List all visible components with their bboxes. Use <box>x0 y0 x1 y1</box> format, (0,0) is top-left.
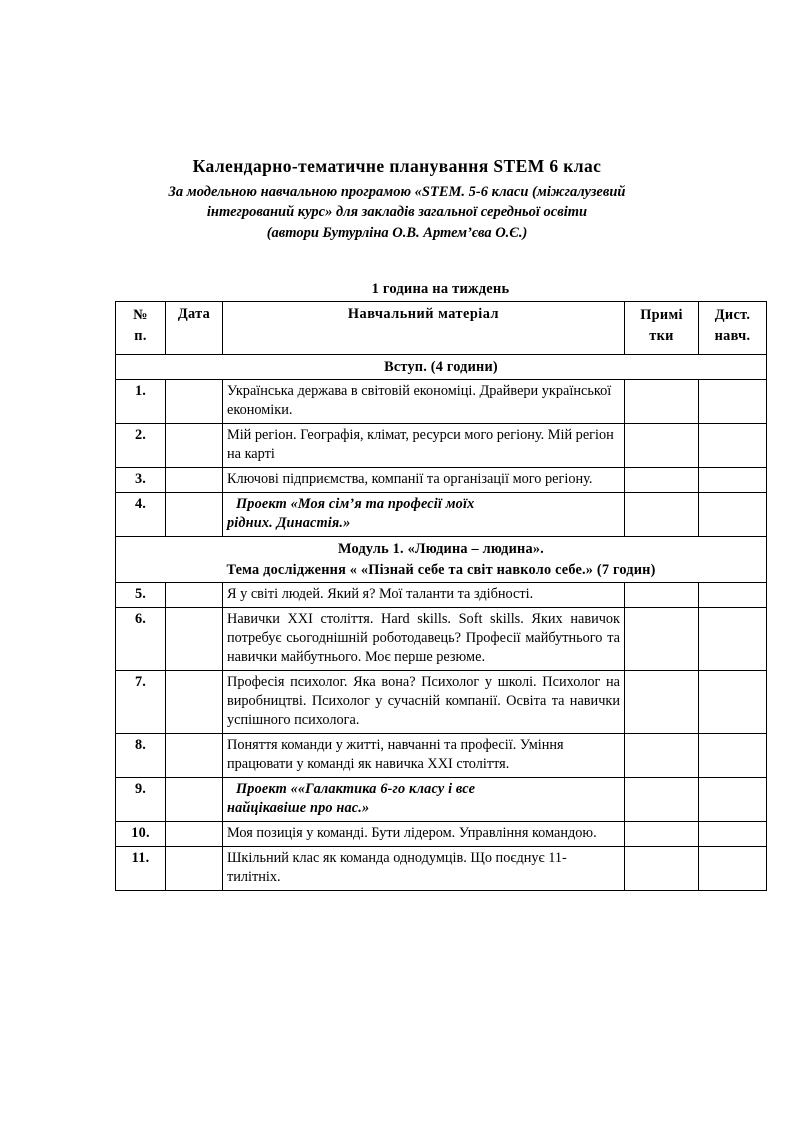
row-number: 5. <box>116 582 166 607</box>
row-distance[interactable] <box>699 424 767 468</box>
row-distance[interactable] <box>699 777 767 821</box>
table-row <box>116 777 767 821</box>
row-number: 4. <box>116 493 166 537</box>
row-date[interactable] <box>166 777 223 821</box>
row-distance[interactable] <box>699 582 767 607</box>
table-row <box>116 733 767 777</box>
row-date[interactable] <box>166 670 223 733</box>
row-number: 6. <box>116 607 166 670</box>
row-number: 7. <box>116 670 166 733</box>
row-material: Навички XXI століття. Hard skills. Soft skills. Яких навичок потребує сьогоднішній роботодавець? Професії майбутнього та навички майбутнього. Моє перше резюме. <box>223 607 625 670</box>
row-date[interactable] <box>166 846 223 890</box>
row-material: Я у світі людей. Який я? Мої таланти та здібності. <box>223 582 625 607</box>
page-title: Календарно-тематичне планування STEM 6 клас <box>192 156 602 176</box>
row-number: 10. <box>116 821 166 846</box>
subtitle-line-1: За модельною навчальною програмою «STEM. 5-6 класи (міжгалузевий <box>168 183 626 200</box>
row-date[interactable] <box>166 582 223 607</box>
section-heading-module-1-line1: Модуль 1. «Людина – людина». <box>338 541 544 558</box>
subtitle-line-3: (автори Бутурліна О.В. Артем’єва О.Є.) <box>266 224 528 241</box>
column-header-distance <box>699 302 767 355</box>
row-number: 11. <box>116 846 166 890</box>
table-row <box>116 468 767 493</box>
subtitle-line-2: інтегрований курс» для закладів загальної середньої освіти <box>206 204 588 221</box>
column-header-notes <box>625 302 699 355</box>
row-material: Ключові підприємства, компанії та організації мого регіону. <box>223 468 625 493</box>
row-notes[interactable] <box>625 582 699 607</box>
row-notes[interactable] <box>625 493 699 537</box>
row-distance[interactable] <box>699 493 767 537</box>
table-row <box>116 380 767 424</box>
project-title-line2: найцікавіше про нас.» <box>227 799 370 816</box>
row-notes[interactable] <box>625 380 699 424</box>
row-distance[interactable] <box>699 607 767 670</box>
row-distance[interactable] <box>699 846 767 890</box>
row-material-project <box>223 493 625 537</box>
section-heading-row-intro <box>116 355 767 380</box>
table-row <box>116 607 767 670</box>
column-header-notes-line2: тки <box>649 327 674 344</box>
table-caption: 1 година на тиждень <box>371 281 510 297</box>
row-notes[interactable] <box>625 468 699 493</box>
row-date[interactable] <box>166 607 223 670</box>
row-number: 1. <box>116 380 166 424</box>
column-header-notes-line1: Примі <box>640 307 683 323</box>
row-distance[interactable] <box>699 670 767 733</box>
title-block <box>97 155 697 243</box>
row-material: Мій регіон. Географія, клімат, ресурси мого регіону. Мій регіон на карті <box>223 424 625 468</box>
row-material: Моя позиція у команді. Бути лідером. Управління командою. <box>223 821 625 846</box>
row-date[interactable] <box>166 821 223 846</box>
row-distance[interactable] <box>699 821 767 846</box>
row-notes[interactable] <box>625 821 699 846</box>
column-header-distance-line1: Дист. <box>714 307 751 323</box>
row-date[interactable] <box>166 733 223 777</box>
table-row <box>116 846 767 890</box>
row-distance[interactable] <box>699 733 767 777</box>
row-distance[interactable] <box>699 468 767 493</box>
row-number: 9. <box>116 777 166 821</box>
row-notes[interactable] <box>625 670 699 733</box>
curriculum-plan-table <box>115 301 767 891</box>
row-date[interactable] <box>166 493 223 537</box>
row-notes[interactable] <box>625 777 699 821</box>
table-row <box>116 582 767 607</box>
row-notes[interactable] <box>625 607 699 670</box>
row-material-project <box>223 777 625 821</box>
row-number: 8. <box>116 733 166 777</box>
section-heading-intro-line1: Вступ. (4 години) <box>384 359 498 375</box>
section-heading-module-1-line2: Тема дослідження « «Пізнай себе та світ навколо себе.» (7 годин) <box>226 561 656 578</box>
table-header-row <box>116 302 767 355</box>
row-date[interactable] <box>166 424 223 468</box>
project-title-line1: Проект «Моя сім’я та професії моїх <box>236 496 475 513</box>
row-material: Шкільний клас як команда однодумців. Що поєднує 11-тилітніх. <box>223 846 625 890</box>
column-header-distance-line2: навч. <box>714 327 751 344</box>
project-title-line2: рідних. Династія.» <box>227 515 351 532</box>
row-number: 3. <box>116 468 166 493</box>
table-row <box>116 424 767 468</box>
row-date[interactable] <box>166 468 223 493</box>
column-header-number <box>116 302 166 355</box>
row-date[interactable] <box>166 380 223 424</box>
section-heading-row-module-1 <box>116 537 767 583</box>
project-title-line1: Проект ««Галактика 6-го класу і все <box>236 780 476 797</box>
row-notes[interactable] <box>625 733 699 777</box>
section-heading-module-1 <box>116 537 767 583</box>
column-header-number-line2: п. <box>134 327 147 344</box>
row-distance[interactable] <box>699 380 767 424</box>
row-notes[interactable] <box>625 424 699 468</box>
column-header-number-line1: № <box>133 307 148 323</box>
table-row <box>116 670 767 733</box>
row-notes[interactable] <box>625 846 699 890</box>
column-header-material: Навчальний матеріал <box>223 302 625 355</box>
row-material: Професія психолог. Яка вона? Психолог у школі. Психолог на виробництві. Психолог у сучасній компанії. Освіта та навички успішного психолога. <box>223 670 625 733</box>
row-material: Українська держава в світовій економіці. Драйвери української економіки. <box>223 380 625 424</box>
table-row <box>116 493 767 537</box>
table-row <box>116 821 767 846</box>
row-material: Поняття команди у житті, навчанні та професії. Уміння працювати у команді як навичка XXI століття. <box>223 733 625 777</box>
row-number: 2. <box>116 424 166 468</box>
section-heading-intro <box>116 355 767 380</box>
column-header-date: Дата <box>166 302 223 355</box>
